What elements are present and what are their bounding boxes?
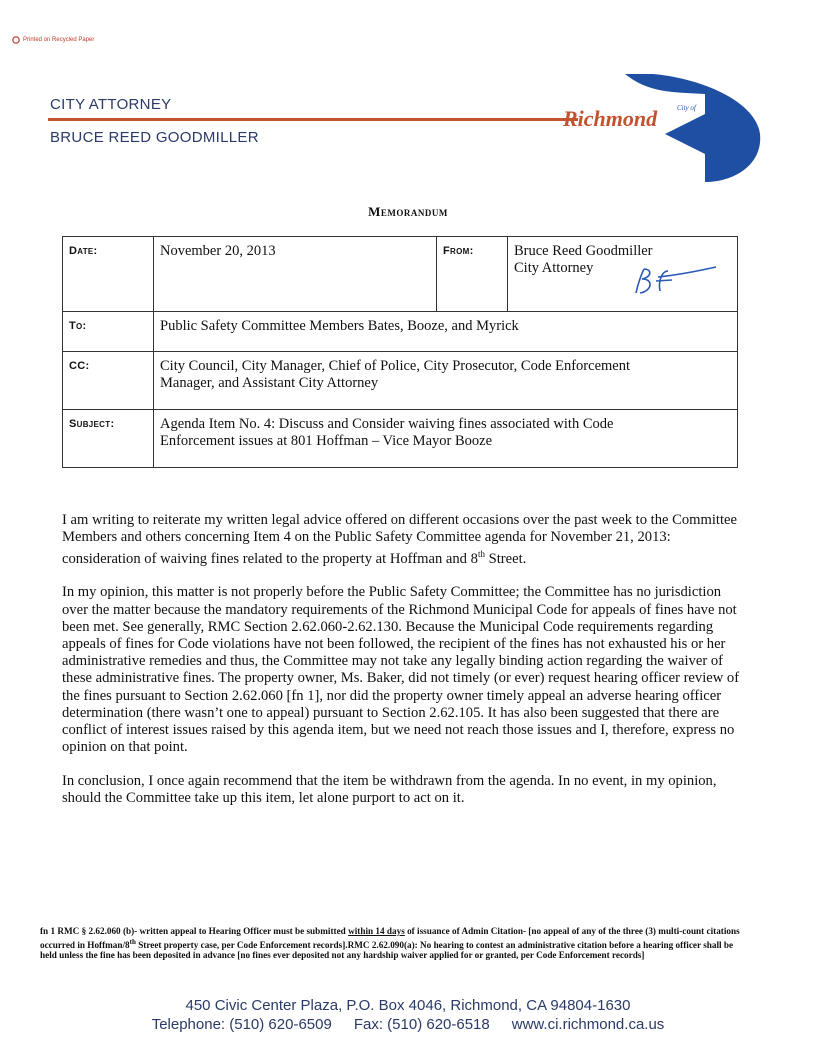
paragraph-1: I am writing to reiterate my written legal advice offered on different occasions over the past week to the Committee Members and others concerning Item 4 on the Public Safety Committee agenda for November 21, 2013: consideration of waiving fines related to the property at Hoffman and 8th Street. <box>62 512 737 568</box>
subject-label: Subject: <box>63 410 154 468</box>
footer-telephone: Telephone: (510) 620-6509 <box>151 1016 332 1033</box>
memo-title: Memorandum <box>368 204 448 219</box>
date-value: November 20, 2013 <box>154 237 437 312</box>
header-rule <box>48 118 578 121</box>
recycled-paper-note <box>12 36 94 44</box>
subject-value: Agenda Item No. 4: Discuss and Consider waiving fines associated with Code Enforcement issues at 801 Hoffman – Vice Mayor Booze <box>154 410 738 468</box>
memo-body <box>62 512 750 823</box>
from-title: City Attorney <box>514 260 594 276</box>
paragraph-2: In my opinion, this matter is not properly before the Public Safety Committee; the Committee has no jurisdiction over the matter because the mandatory requirements of the Richmond Municipal Code for appeals of fines have not been met. See generally, RMC Section 2.62.060-2.62.130. Because the Municipal Code requirements regarding appeals of fines for Code violations have not been followed, the recipient of the fines has not exhausted his or her administrative remedies and thus, the Committee may not take any legally binding action regarding the waiver of these administrative fines. The property owner, Ms. Baker, did not timely (or ever) request hearing officer review of the fines pursuant to Section 2.62.060 [fn 1], nor did the property owner timely appeal an adverse hearing officer determination (there wasn’t one to appeal) pursuant to Section 2.62.105. It has also been suggested that there are conflict of interest issues raised by this agenda item, but we need not reach those issues and I, therefore, express no opinion on that point. <box>62 584 740 756</box>
attorney-name: BRUCE REED GOODMILLER <box>50 129 259 146</box>
cc-label: CC: <box>63 352 154 410</box>
logo-wordmark: Richmond <box>563 106 658 131</box>
recycled-label: Printed on Recycled Paper <box>23 37 95 43</box>
from-label: From: <box>437 237 508 312</box>
from-value <box>508 237 738 312</box>
footer-contact <box>0 1015 816 1034</box>
date-label: Date: <box>63 237 154 312</box>
memo-header-table <box>62 236 738 468</box>
recycle-icon <box>12 36 20 44</box>
footer-fax: Fax: (510) 620-6518 <box>353 1016 490 1033</box>
footnote: fn 1 RMC § 2.62.060 (b)- written appeal to Hearing Officer must be submitted within 14 days of issuance of Admin Citation- [no appeal of any of the three (3) multi-count citations occurred in Hoffman/8th Street property case, per Code Enforcement records].RMC 2.62.090(a): No hearing to contest an administrative citation before a hearing officer shall be held unless the fine has been deposited in advance [no fines ever deposited not any hardship waiver applied for or granted, per Code Enforcement records] <box>40 926 740 961</box>
to-label: To: <box>63 312 154 352</box>
city-logo <box>555 74 765 184</box>
cc-value: City Council, City Manager, Chief of Police, City Prosecutor, Code Enforcement Manager, and Assistant City Attorney <box>154 352 738 410</box>
signature-mark <box>628 263 718 303</box>
paragraph-3: In conclusion, I once again recommend that the item be withdrawn from the agenda. In no event, in my opinion, should the Committee take up this item, let alone purport to act on it. <box>62 772 717 806</box>
footer-website[interactable]: www.ci.richmond.ca.us <box>511 1016 665 1033</box>
svg-text:City of: City of <box>677 104 696 112</box>
department-title: CITY ATTORNEY <box>50 96 172 113</box>
to-value: Public Safety Committee Members Bates, Booze, and Myrick <box>154 312 738 352</box>
from-name: Bruce Reed Goodmiller <box>514 243 653 259</box>
footer-address: 450 Civic Center Plaza, P.O. Box 4046, Richmond, CA 94804-1630 <box>185 997 631 1014</box>
